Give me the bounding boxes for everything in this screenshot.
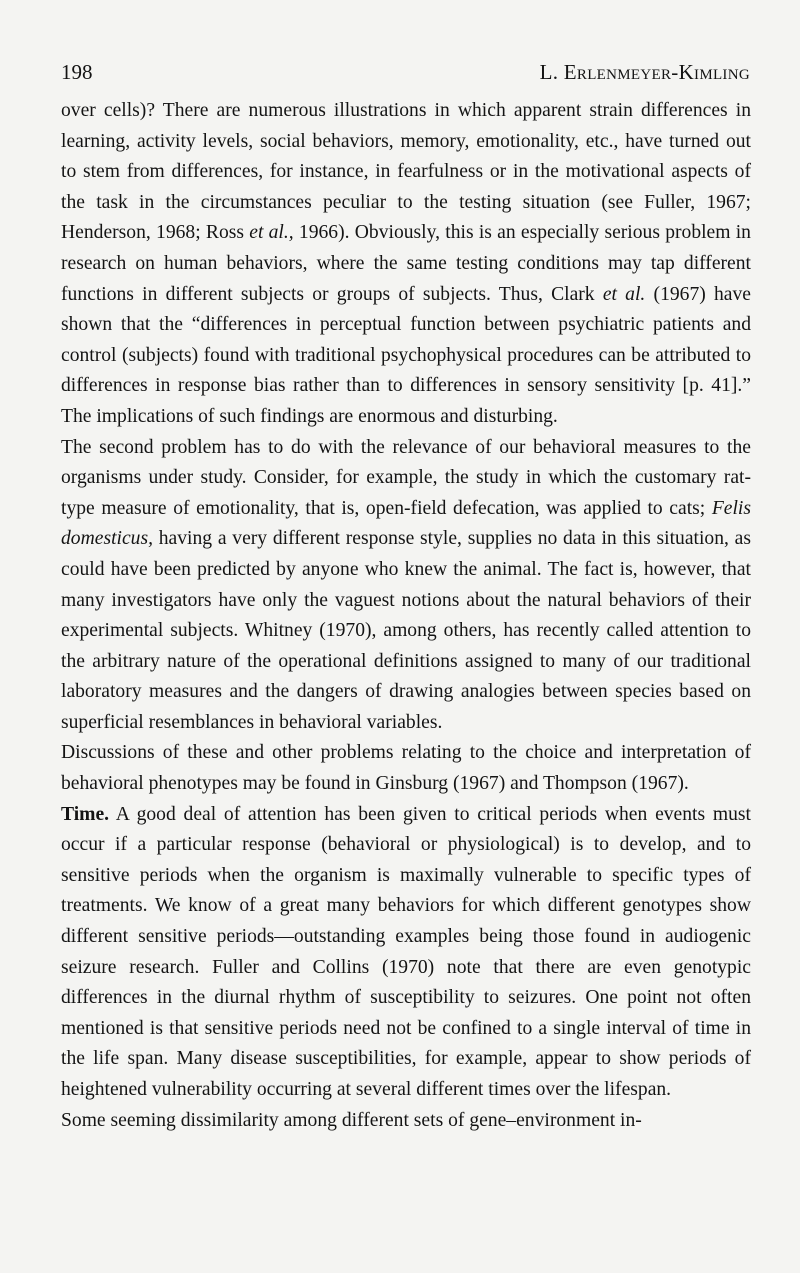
text-segment-italic: Felis domesticus, [61, 497, 751, 550]
text-segment-italic: et al. [602, 283, 646, 305]
text-segment: over cells)? There are numerous illustrations in which apparent strain differences in learning, activity levels, social behaviors, memory, emotionality, etc., have turned out to stem from differences, for instance, in fearfulness or in the motivational aspects of the task in the circumstances peculiar to the testing situation (see Fuller, 1967; Henderson, 1968; Ross [61, 100, 751, 244]
paragraph [61, 738, 751, 799]
paragraph [61, 1106, 751, 1137]
paragraph [61, 800, 751, 1106]
text-segment: having a very different response style, supplies no data in this situation, as could have been predicted by anyone who knew the animal. The fact is, however, that many investigators have only the vaguest notions about the natural behaviors of their experimental subjects. Whitney (1970), among others, has recently called attention to the arbitrary nature of the operational definitions assigned to many of our traditional laboratory measures and the dangers of drawing analogies between species based on superficial resemblances in behavioral variables. [61, 528, 751, 733]
paragraph [61, 96, 751, 433]
text-segment: The second problem has to do with the relevance of our behavioral measures to the organisms under study. Consider, for example, the study in which the customary rat-type measure of emotionality, that is, open-field defecation, was applied to cats; [61, 436, 751, 519]
text-segment: Some seeming dissimilarity among different sets of gene–environment in- [61, 1109, 642, 1131]
page-header [61, 57, 750, 87]
text-segment: A good deal of attention has been given to critical periods when events must occur if a particular response (behavioral or physiological) is to develop, and to sensitive periods when the organism is maximally vulnerable to specific types of treatments. We know of a great many behaviors for which different genotypes show different sensitive periods—outstanding examples being those found in audiogenic seizure research. Fuller and Collins (1970) note that there are even genotypic differences in the diurnal rhythm of susceptibility to seizures. One point not often mentioned is that sensitive periods need not be confined to a single interval of time in the life span. Many disease susceptibilities, for example, appear to show periods of heightened vulnerability occurring at several different times over the lifespan. [61, 803, 751, 1100]
body-text [61, 96, 751, 1136]
running-head: L. Erlenmeyer-Kimling [539, 60, 750, 84]
run-in-heading: Time. [61, 803, 110, 825]
text-segment-italic: et al., [249, 222, 294, 244]
paragraph [61, 433, 751, 739]
text-segment: Discussions of these and other problems relating to the choice and interpretation of behavioral phenotypes may be found in Ginsburg (1967) and Thompson (1967). [61, 742, 751, 795]
page-number: 198 [61, 60, 93, 84]
text-segment: (1967) have shown that the “differences in perceptual function between psychiatric patients and control (subjects) found with traditional psychophysical procedures can be attributed to differences in response bias rather than to differences in sensory sensitivity [p. 41].” The implications of such findings are enormous and disturbing. [61, 283, 751, 427]
text-segment: 1966). Obviously, this is an especially serious problem in research on human behaviors, where the same testing conditions may tap different functions in different subjects or groups of subjects. Thus, Clark [61, 222, 751, 305]
